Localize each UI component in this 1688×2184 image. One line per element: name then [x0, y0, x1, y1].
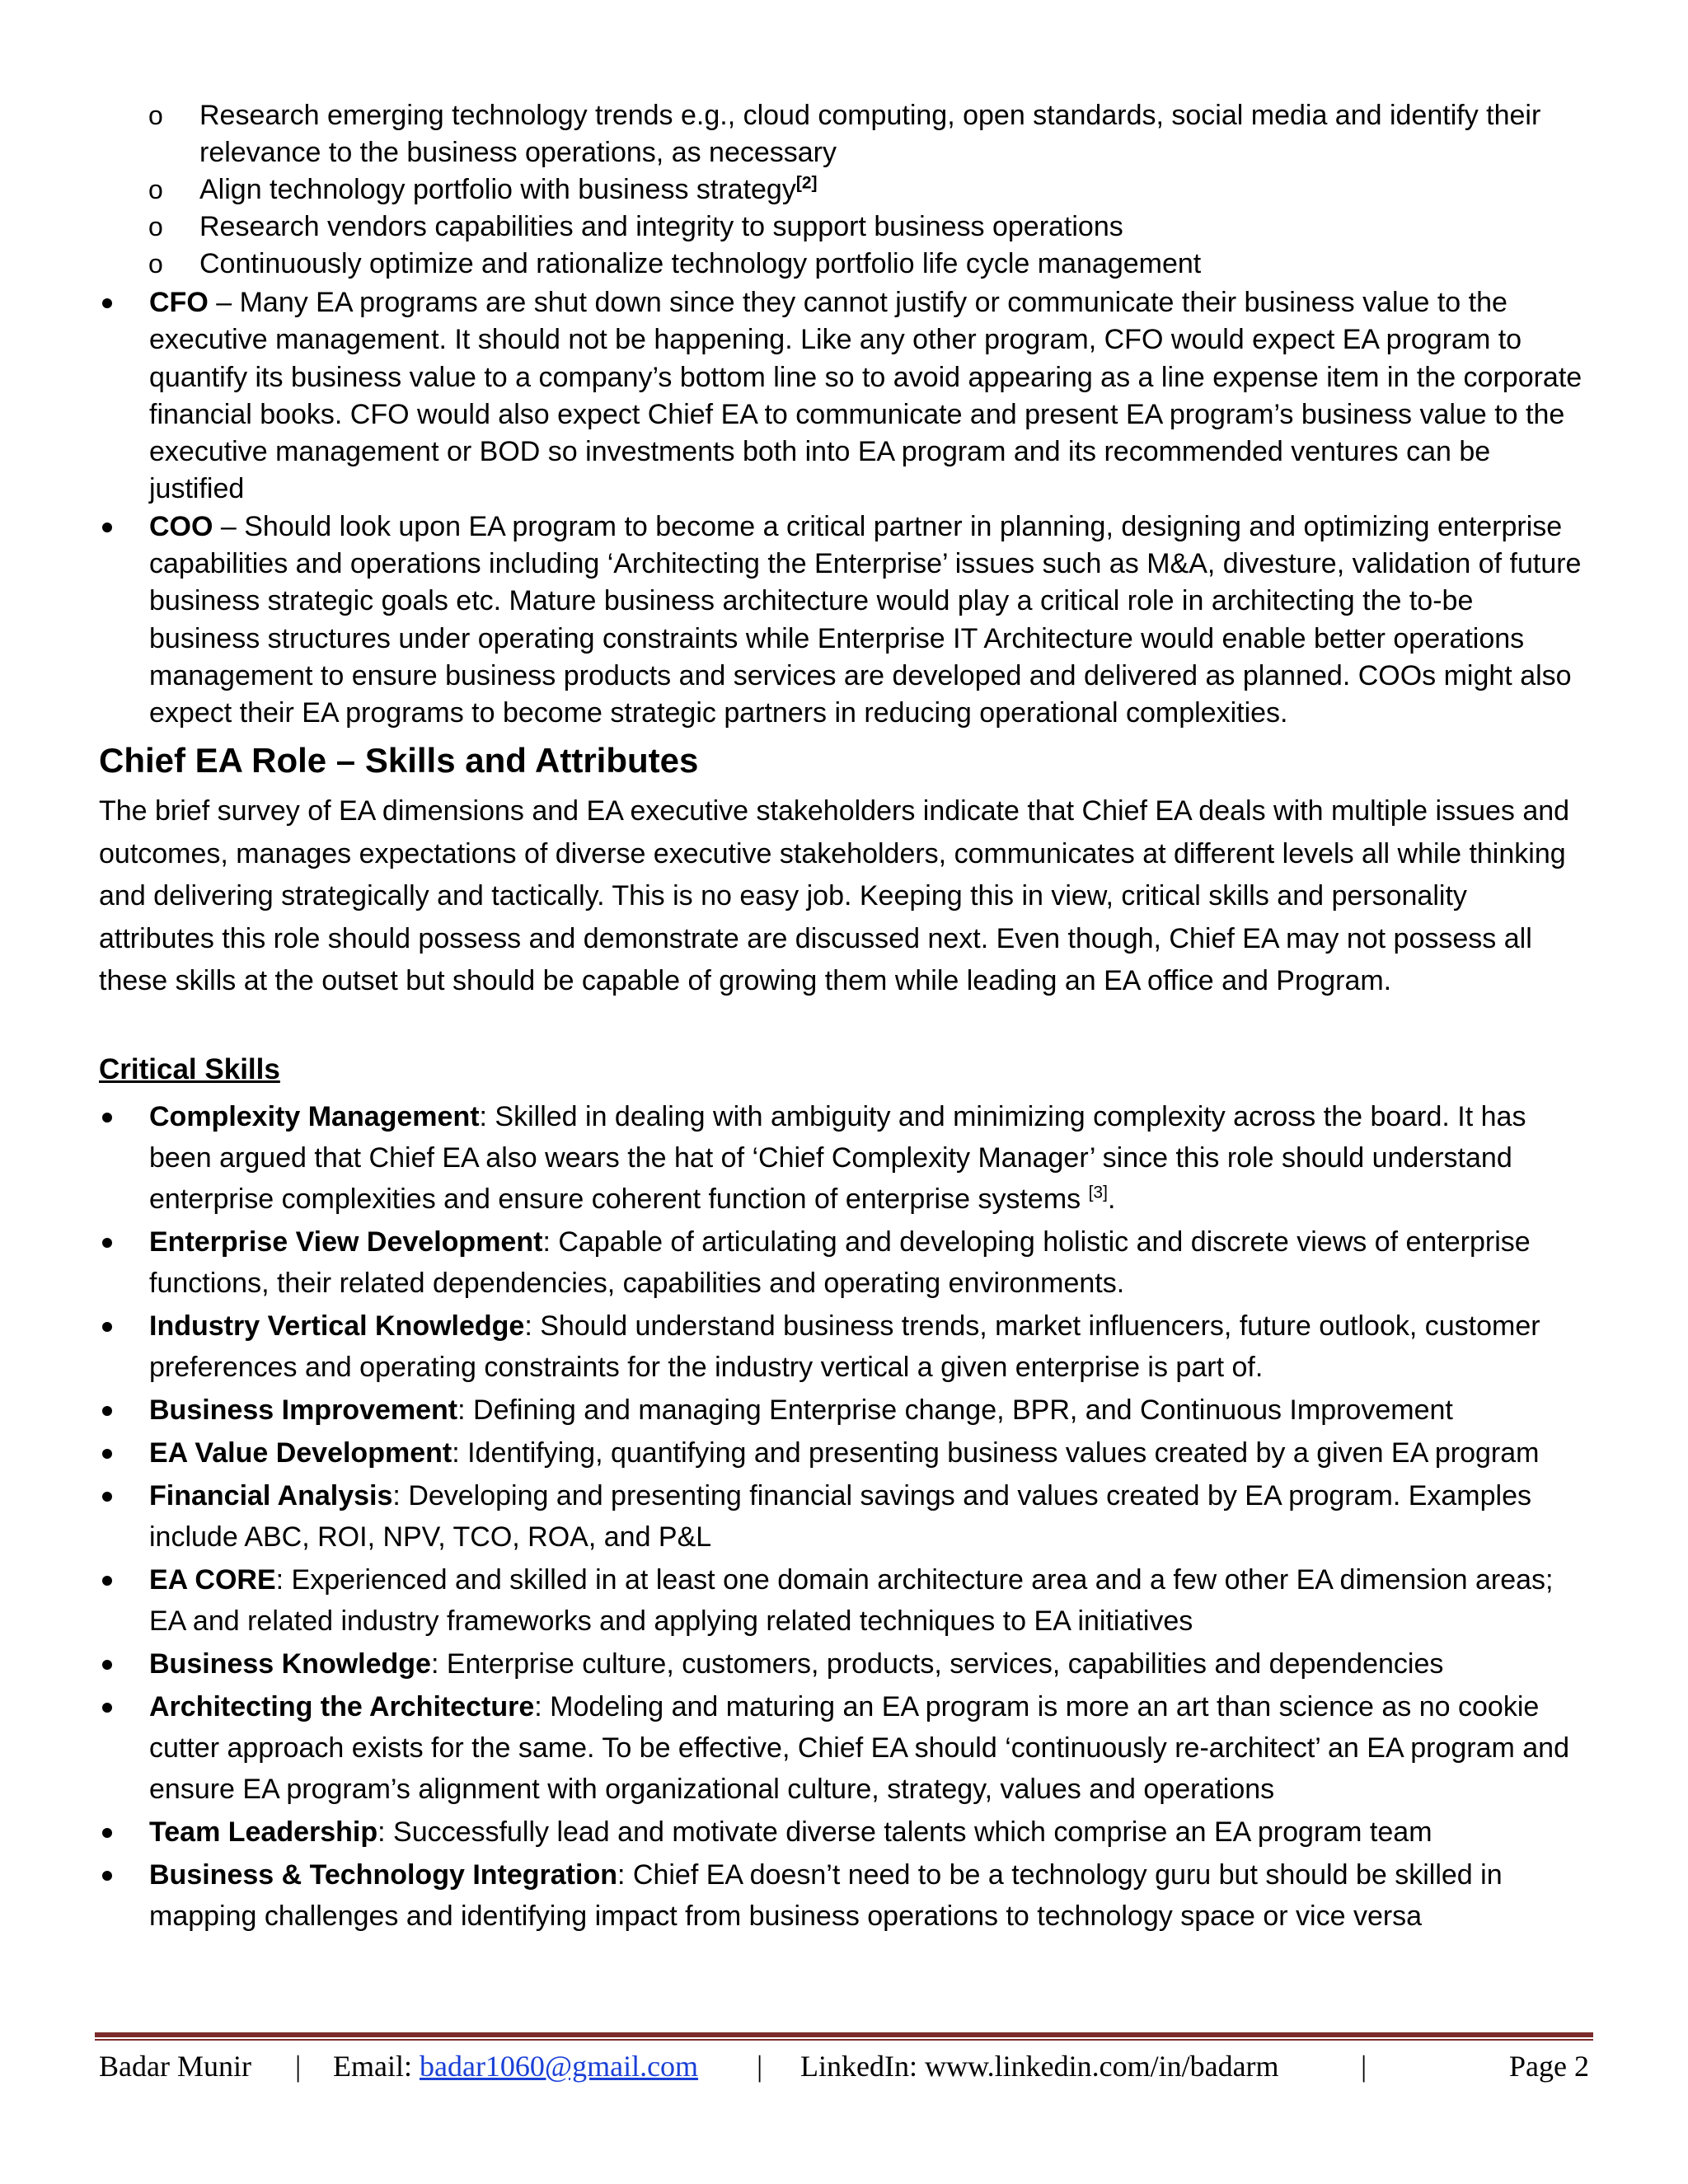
bullet-icon: [102, 1449, 112, 1459]
citation-ref: [3]: [1088, 1183, 1108, 1202]
list-item: [99, 1811, 1591, 1853]
list-item-text: : Skilled in dealing with ambiguity and minimizing complexity across the board. It has been argued that Chief EA also wears the hat of ‘Chief Complexity Manager’ since this role should understand enterprise complexities and ensure coherent function of enterprise systems: [149, 1101, 1526, 1215]
list-item-text: Continuously optimize and rationalize technology portfolio life cycle management: [199, 248, 1202, 279]
email-link[interactable]: badar1060@gmail.com: [419, 2050, 699, 2083]
technology-sublist: [148, 97, 1599, 283]
list-item-term: CFO: [149, 287, 209, 318]
circle-bullet-icon: o: [148, 249, 163, 279]
list-item-text: : Modeling and maturing an EA program is more an art than science as no cookie cutter approach exists for the same. To be effective, Chief EA should ‘continuously re-architect’ an EA program and ensure EA program’s alignment with organizational culture, strategy, values and operations: [149, 1691, 1569, 1805]
list-item-text: : Defining and managing Enterprise change, BPR, and Continuous Improvement: [457, 1394, 1453, 1426]
list-item-tail: .: [1107, 1183, 1116, 1215]
bullet-icon: [102, 1322, 112, 1332]
bullet-icon: [102, 1871, 112, 1881]
footer-separator: |: [1361, 2050, 1367, 2083]
list-item: [99, 1475, 1591, 1558]
list-item: [99, 1643, 1591, 1685]
list-item-text: Research vendors capabilities and integrity to support business operations: [199, 211, 1123, 242]
list-item-term: Business Improvement: [149, 1394, 458, 1426]
list-item-term: Business & Technology Integration: [149, 1859, 617, 1891]
list-item: [99, 1096, 1591, 1220]
list-item-term: Industry Vertical Knowledge: [149, 1310, 525, 1342]
bullet-icon: [102, 1238, 112, 1248]
footer-linkedin: LinkedIn: www.linkedin.com/in/badarm: [800, 2050, 1279, 2083]
list-item-term: Enterprise View Development: [149, 1226, 543, 1258]
list-item-text: : Should understand business trends, market influencers, future outlook, customer preferences and operating constraints for the industry vertical a given enterprise is part of.: [149, 1310, 1540, 1383]
citation-ref: [2]: [795, 173, 818, 193]
list-item-text: : Enterprise culture, customers, products, services, capabilities and dependencies: [430, 1648, 1444, 1680]
list-item: [99, 1559, 1591, 1642]
bullet-icon: [102, 1703, 112, 1713]
list-item: [99, 1432, 1591, 1474]
intro-paragraph: The brief survey of EA dimensions and EA executive stakeholders indicate that Chief EA deals with multiple issues and outcomes, manages expectations of diverse executive stakeholders, communicates at different levels all while thinking and delivering strategically and tactically. This is no easy job. Keeping this in view, critical skills and personality attributes this role should possess and demonstrate are discussed next. Even though, Chief EA may not possess all these skills at the outset but should be capable of growing them while leading an EA office and Program.: [99, 795, 1570, 996]
list-item-text: : Chief EA doesn’t need to be a technology guru but should be skilled in mapping challenges and identifying impact from business operations to technology space or vice versa: [149, 1859, 1503, 1932]
circle-bullet-icon: o: [148, 212, 163, 241]
list-item-term: Team Leadership: [149, 1816, 378, 1848]
bullet-icon: [102, 298, 112, 308]
list-item-term: Complexity Management: [149, 1101, 480, 1132]
section-heading: Chief EA Role – Skills and Attributes: [99, 741, 699, 780]
bullet-icon: [102, 1406, 112, 1416]
list-item-term: EA Value Development: [149, 1437, 452, 1469]
list-item-text: Align technology portfolio with business strategy: [199, 174, 796, 205]
executive-stakeholder-list: [99, 284, 1591, 733]
list-item-text: : Developing and presenting financial savings and values created by EA program. Examples include ABC, ROI, NPV, TCO, ROA, and P&L: [149, 1480, 1532, 1553]
list-item-text: : Successfully lead and motivate diverse talents which comprise an EA program team: [377, 1816, 1432, 1848]
footer-divider: [95, 2032, 1593, 2041]
footer-email: [333, 2046, 698, 2087]
list-item-text: – Many EA programs are shut down since they cannot justify or communicate their business value to the executive management. It should not be happening. Like any other program, CFO would expect EA program to quantify its business value to a company’s bottom line so to avoid appearing as a line expense item in the corporate financial books. CFO would also expect Chief EA to communicate and present EA program’s business value to the executive management or BOD so investments both into EA program and its recommended ventures can be justified: [149, 287, 1582, 505]
bullet-icon: [102, 1492, 112, 1502]
list-item: [148, 246, 1599, 283]
list-item: [148, 209, 1599, 246]
list-item-text: – Should look upon EA program to become a critical partner in planning, designing and optimizing enterprise capabilities and operations including ‘Architecting the Enterprise’ issues such as M&A, divesture, validation of future business strategic goals etc. Mature business architecture would play a critical role in architecting the to-be business structures under operating constraints while Enterprise IT Architecture would enable better operations management to ensure business products and services are developed and delivered as planned. COOs might also expect their EA programs to become strategic partners in reducing operational complexities.: [149, 510, 1582, 729]
bullet-icon: [102, 1828, 112, 1838]
circle-bullet-icon: o: [148, 175, 163, 204]
list-item-term: Architecting the Architecture: [149, 1691, 535, 1722]
page-footer: [99, 2046, 1589, 2087]
circle-bullet-icon: o: [148, 101, 163, 130]
critical-skills-heading: Critical Skills: [99, 1053, 280, 1085]
bullet-icon: [102, 1113, 112, 1122]
list-item-term: EA CORE: [149, 1564, 276, 1596]
bullet-icon: [102, 1576, 112, 1586]
footer-separator: |: [295, 2050, 302, 2083]
page-number: Page 2: [1509, 2050, 1589, 2083]
bullet-icon: [102, 523, 112, 532]
footer-separator: |: [757, 2050, 763, 2083]
list-item: [148, 97, 1599, 171]
list-item-term: Business Knowledge: [149, 1648, 431, 1680]
list-item-text: : Capable of articulating and developing holistic and discrete views of enterprise functions, their related dependencies, capabilities and operating environments.: [149, 1226, 1531, 1299]
list-item-text: Research emerging technology trends e.g., cloud computing, open standards, social media and identify their relevance to the business operations, as necessary: [199, 100, 1541, 168]
list-item-term: COO: [149, 510, 213, 542]
critical-skills-list: [99, 1096, 1591, 1938]
list-item: [99, 1854, 1591, 1937]
list-item-cfo: [99, 284, 1591, 509]
list-item-text: : Experienced and skilled in at least one domain architecture area and a few other EA dimension areas; EA and related industry frameworks and applying related techniques to EA initiatives: [149, 1564, 1554, 1637]
footer-author: Badar Munir: [99, 2050, 251, 2083]
list-item: [99, 1305, 1591, 1388]
list-item: [99, 1221, 1591, 1304]
list-item: [148, 171, 1599, 209]
list-item: [99, 1686, 1591, 1810]
list-item-coo: [99, 509, 1591, 733]
bullet-icon: [102, 1660, 112, 1670]
list-item-text: : Identifying, quantifying and presenting business values created by a given EA program: [452, 1437, 1540, 1469]
list-item-term: Financial Analysis: [149, 1480, 393, 1511]
footer-email-label: Email:: [333, 2050, 420, 2083]
list-item: [99, 1390, 1591, 1431]
